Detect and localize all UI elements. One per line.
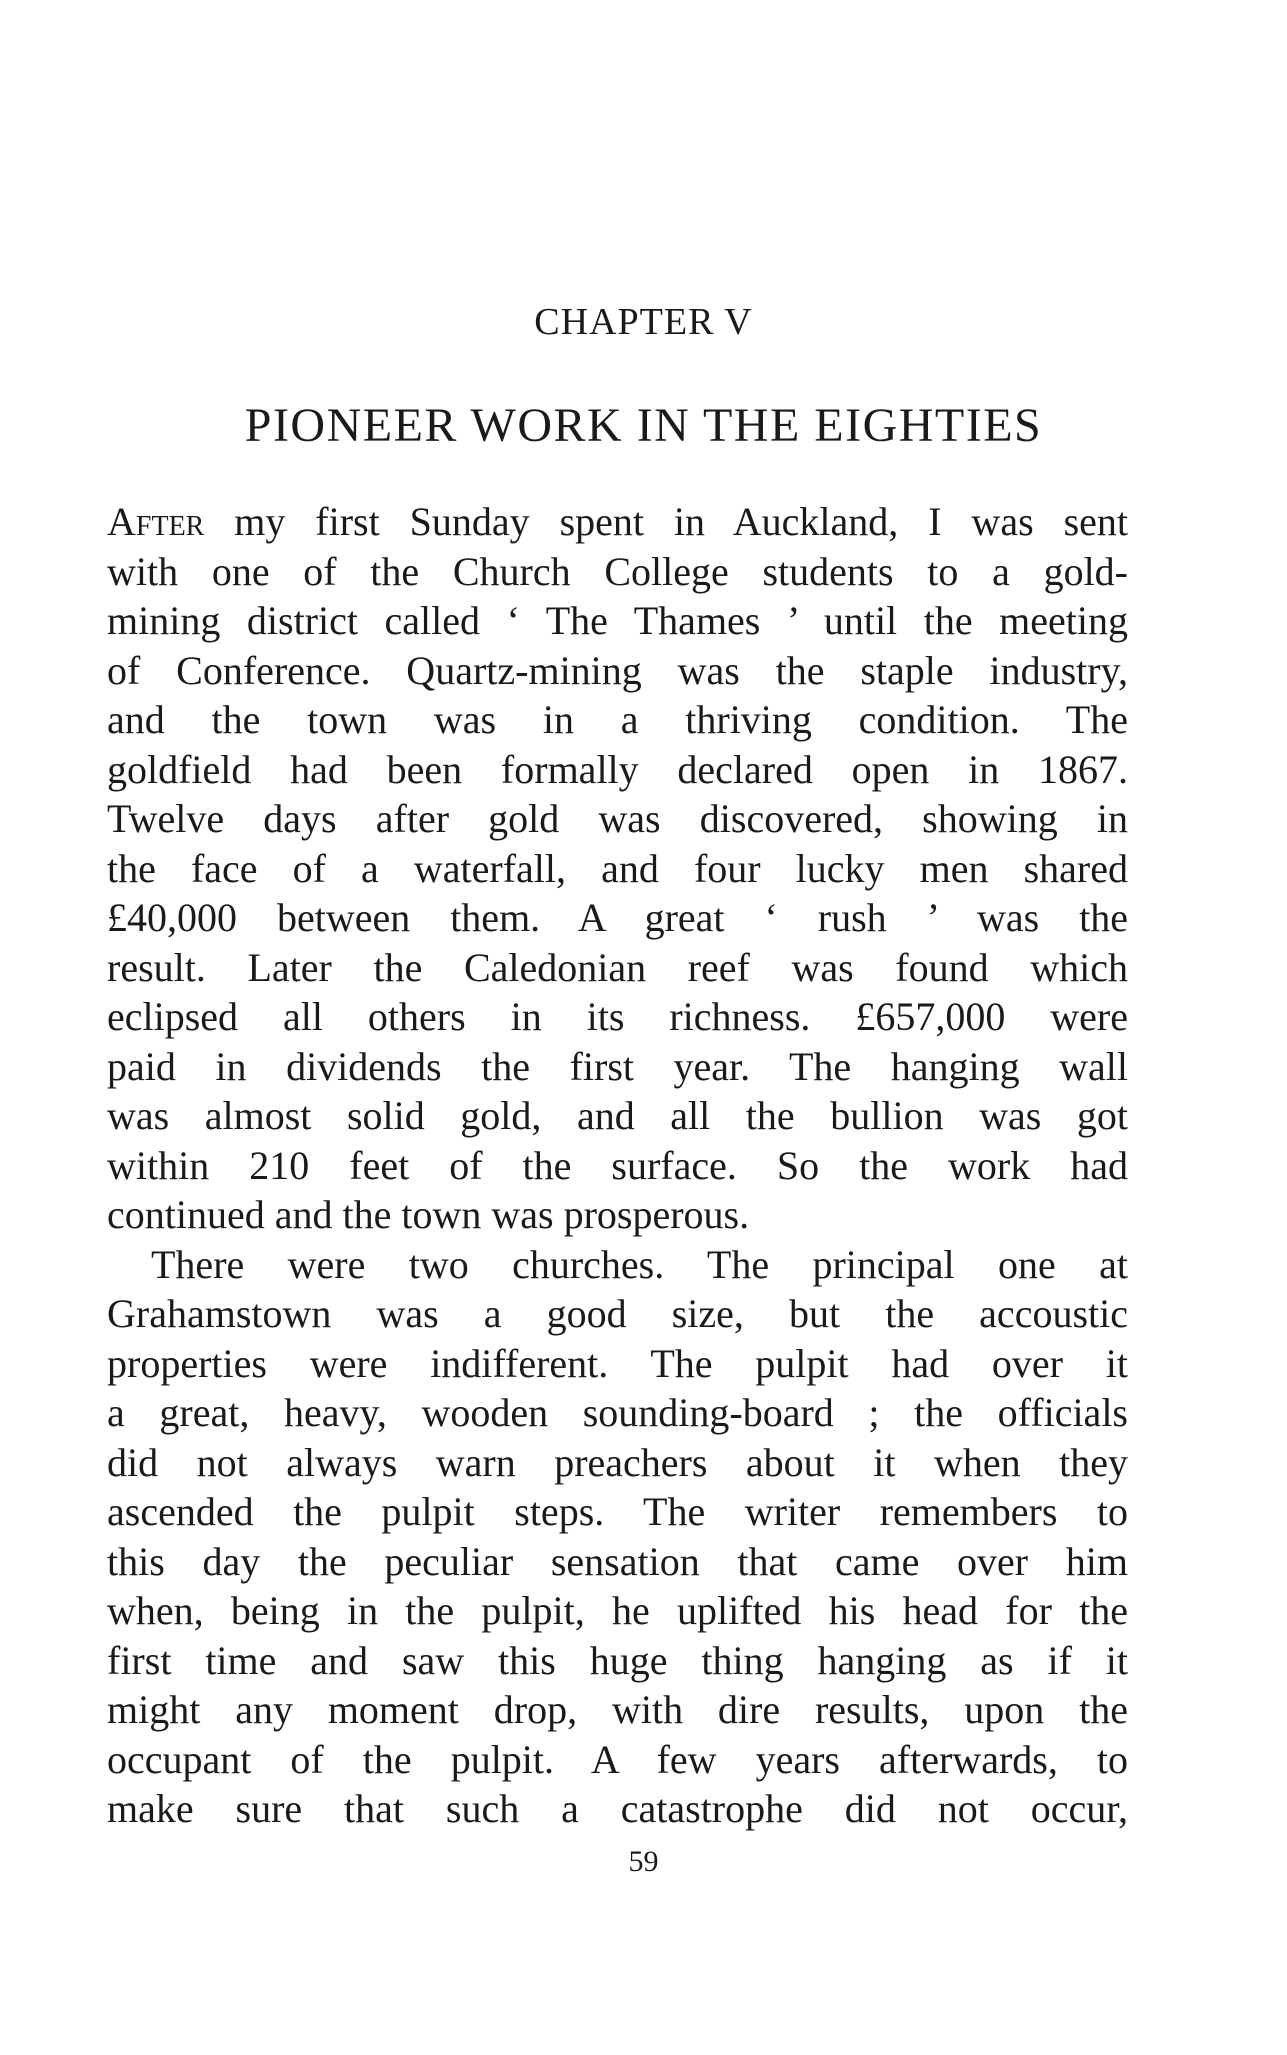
chapter-title: PIONEER WORK IN THE EIGHTIES — [244, 399, 1043, 452]
dropword: After — [107, 499, 205, 544]
paragraph-line: properties were indifferent. The pulpit had over it — [107, 1340, 1128, 1386]
paragraph-line: goldfield had been formally declared open in 1867. — [107, 746, 1128, 792]
paragraph-line: was almost solid gold, and all the bullion was got — [107, 1093, 1128, 1138]
paragraph-line — [107, 497, 1128, 547]
line-text: my first Sunday spent in Auckland, I was sent — [204, 499, 1128, 544]
paragraph-line: this day the peculiar sensation that came over him — [107, 1538, 1128, 1584]
paragraph-line: £40,000 between them. A great ‘ rush ’ was the — [107, 895, 1128, 940]
paragraph-line: continued and the town was prosperous. — [107, 1192, 750, 1237]
paragraph-line: of Conference. Quartz-mining was the staple industry, — [107, 647, 1128, 693]
paragraph-line: the face of a waterfall, and four lucky men shared — [107, 845, 1128, 891]
paragraph-line: first time and saw this huge thing hanging as if it — [107, 1637, 1128, 1683]
paragraph-line: paid in dividends the first year. The hanging wall — [107, 1043, 1128, 1089]
paragraph-1 — [107, 497, 1128, 1240]
paragraph-line: and the town was in a thriving condition. The — [107, 697, 1128, 742]
paragraph-line: did not always warn preachers about it when they — [107, 1439, 1128, 1485]
paragraph-line: Grahamstown was a good size, but the accoustic — [107, 1291, 1128, 1336]
chapter-label: CHAPTER V — [534, 301, 753, 343]
paragraph-line: occupant of the pulpit. A few years afterwards, to — [107, 1736, 1128, 1782]
paragraph-line: with one of the Church College students to a gold- — [107, 548, 1128, 594]
paragraph-line: There were two churches. The principal one at — [151, 1241, 1128, 1287]
paragraph-line: make sure that such a catastrophe did not occur, — [107, 1786, 1128, 1831]
page-number: 59 — [628, 1845, 659, 1878]
paragraph-line: mining district called ‘ The Thames ’ until the meeting — [107, 598, 1128, 643]
paragraph-line: eclipsed all others in its richness. £657,000 were — [107, 994, 1128, 1039]
paragraph-line: a great, heavy, wooden sounding-board ; the officials — [107, 1390, 1128, 1435]
body-text — [107, 497, 1128, 1834]
paragraph-2 — [107, 1240, 1128, 1834]
paragraph-line: ascended the pulpit steps. The writer remembers to — [107, 1489, 1128, 1534]
paragraph-line: Twelve days after gold was discovered, showing in — [107, 796, 1128, 841]
paragraph-line: when, being in the pulpit, he uplifted his head for the — [107, 1588, 1128, 1633]
paragraph-line: within 210 feet of the surface. So the work had — [107, 1142, 1128, 1188]
paragraph-line: might any moment drop, with dire results, upon the — [107, 1687, 1128, 1732]
paragraph-line: result. Later the Caledonian reef was found which — [107, 944, 1128, 990]
